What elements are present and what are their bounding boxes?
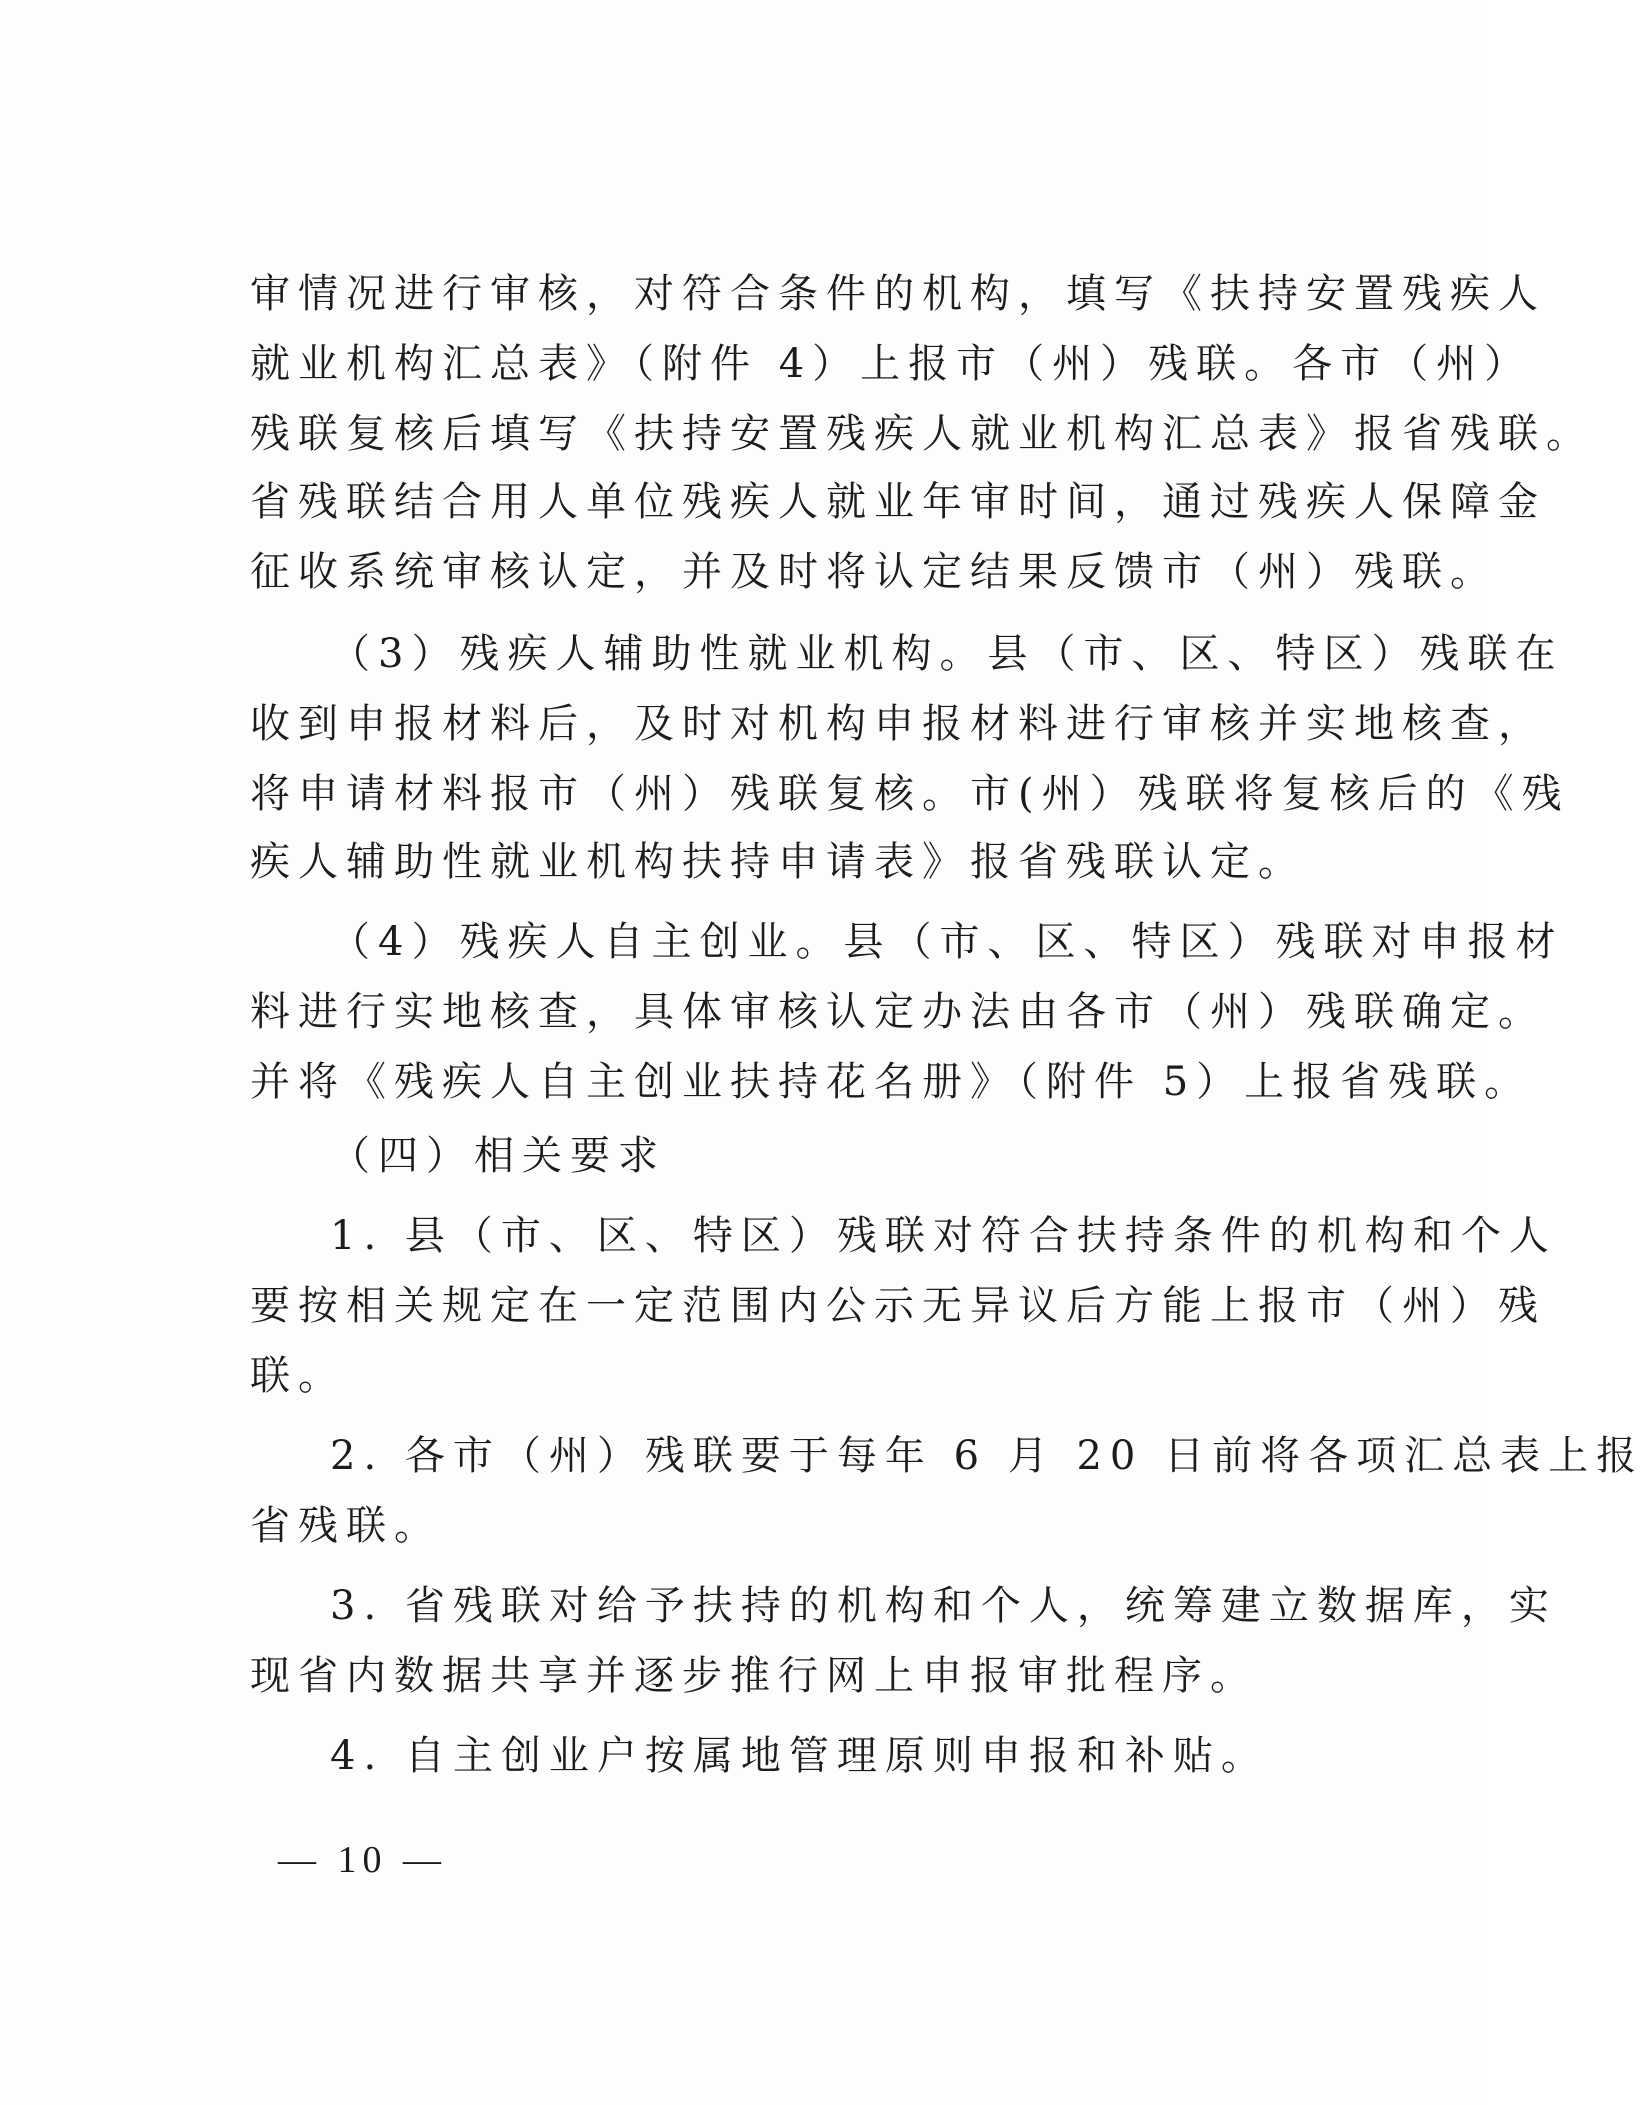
paragraph-4-heading-line: （4）残疾人自主创业。县（市、区、特区）残联对申报材 <box>330 919 1564 965</box>
item-3-line-2: 现省内数据共享并逐步推行网上申报审批程序。 <box>250 1653 1258 1699</box>
section-heading: （四）相关要求 <box>330 1133 666 1179</box>
item-3-line-1: 3. 省残联对给予扶持的机构和个人，统筹建立数据库，实 <box>330 1583 1557 1629</box>
body-line-7: 收到申报材料后，及时对机构申报材料进行审核并实地核查， <box>250 701 1546 747</box>
item-1-line-3: 联。 <box>250 1353 346 1399</box>
paragraph-3-heading-line: （3）残疾人辅助性就业机构。县（市、区、特区）残联在 <box>330 631 1564 677</box>
item-2-line-2: 省残联。 <box>250 1503 442 1549</box>
body-line-9: 疾人辅助性就业机构扶持申请表》报省残联认定。 <box>250 839 1306 885</box>
body-line-3: 残联复核后填写《扶持安置残疾人就业机构汇总表》报省残联。 <box>250 411 1594 457</box>
item-2-line-1: 2. 各市（州）残联要于每年 6 月 20 日前将各项汇总表上报 <box>330 1433 1644 1479</box>
body-line-11: 料进行实地核查，具体审核认定办法由各市（州）残联确定。 <box>250 989 1546 1035</box>
body-line-2: 就业机构汇总表》（附件 4）上报市（州）残联。各市（州） <box>250 341 1533 387</box>
body-line-1: 审情况进行审核，对符合条件的机构，填写《扶持安置残疾人 <box>250 271 1546 317</box>
item-1-line-2: 要按相关规定在一定范围内公示无异议后方能上报市（州）残 <box>250 1283 1546 1329</box>
item-4-line-1: 4. 自主创业户按属地管理原则申报和补贴。 <box>330 1733 1269 1779</box>
body-line-12: 并将《残疾人自主创业扶持花名册》（附件 5）上报省残联。 <box>250 1059 1533 1105</box>
body-line-5: 征收系统审核认定，并及时将认定结果反馈市（州）残联。 <box>250 549 1498 595</box>
body-line-8: 将申请材料报市（州）残联复核。市(州）残联将复核后的《残 <box>250 771 1570 817</box>
body-line-4: 省残联结合用人单位残疾人就业年审时间，通过残疾人保障金 <box>250 479 1546 525</box>
item-1-line-1: 1. 县（市、区、特区）残联对符合扶持条件的机构和个人 <box>330 1213 1557 1259</box>
page-number: — 10 — <box>278 1839 447 1881</box>
